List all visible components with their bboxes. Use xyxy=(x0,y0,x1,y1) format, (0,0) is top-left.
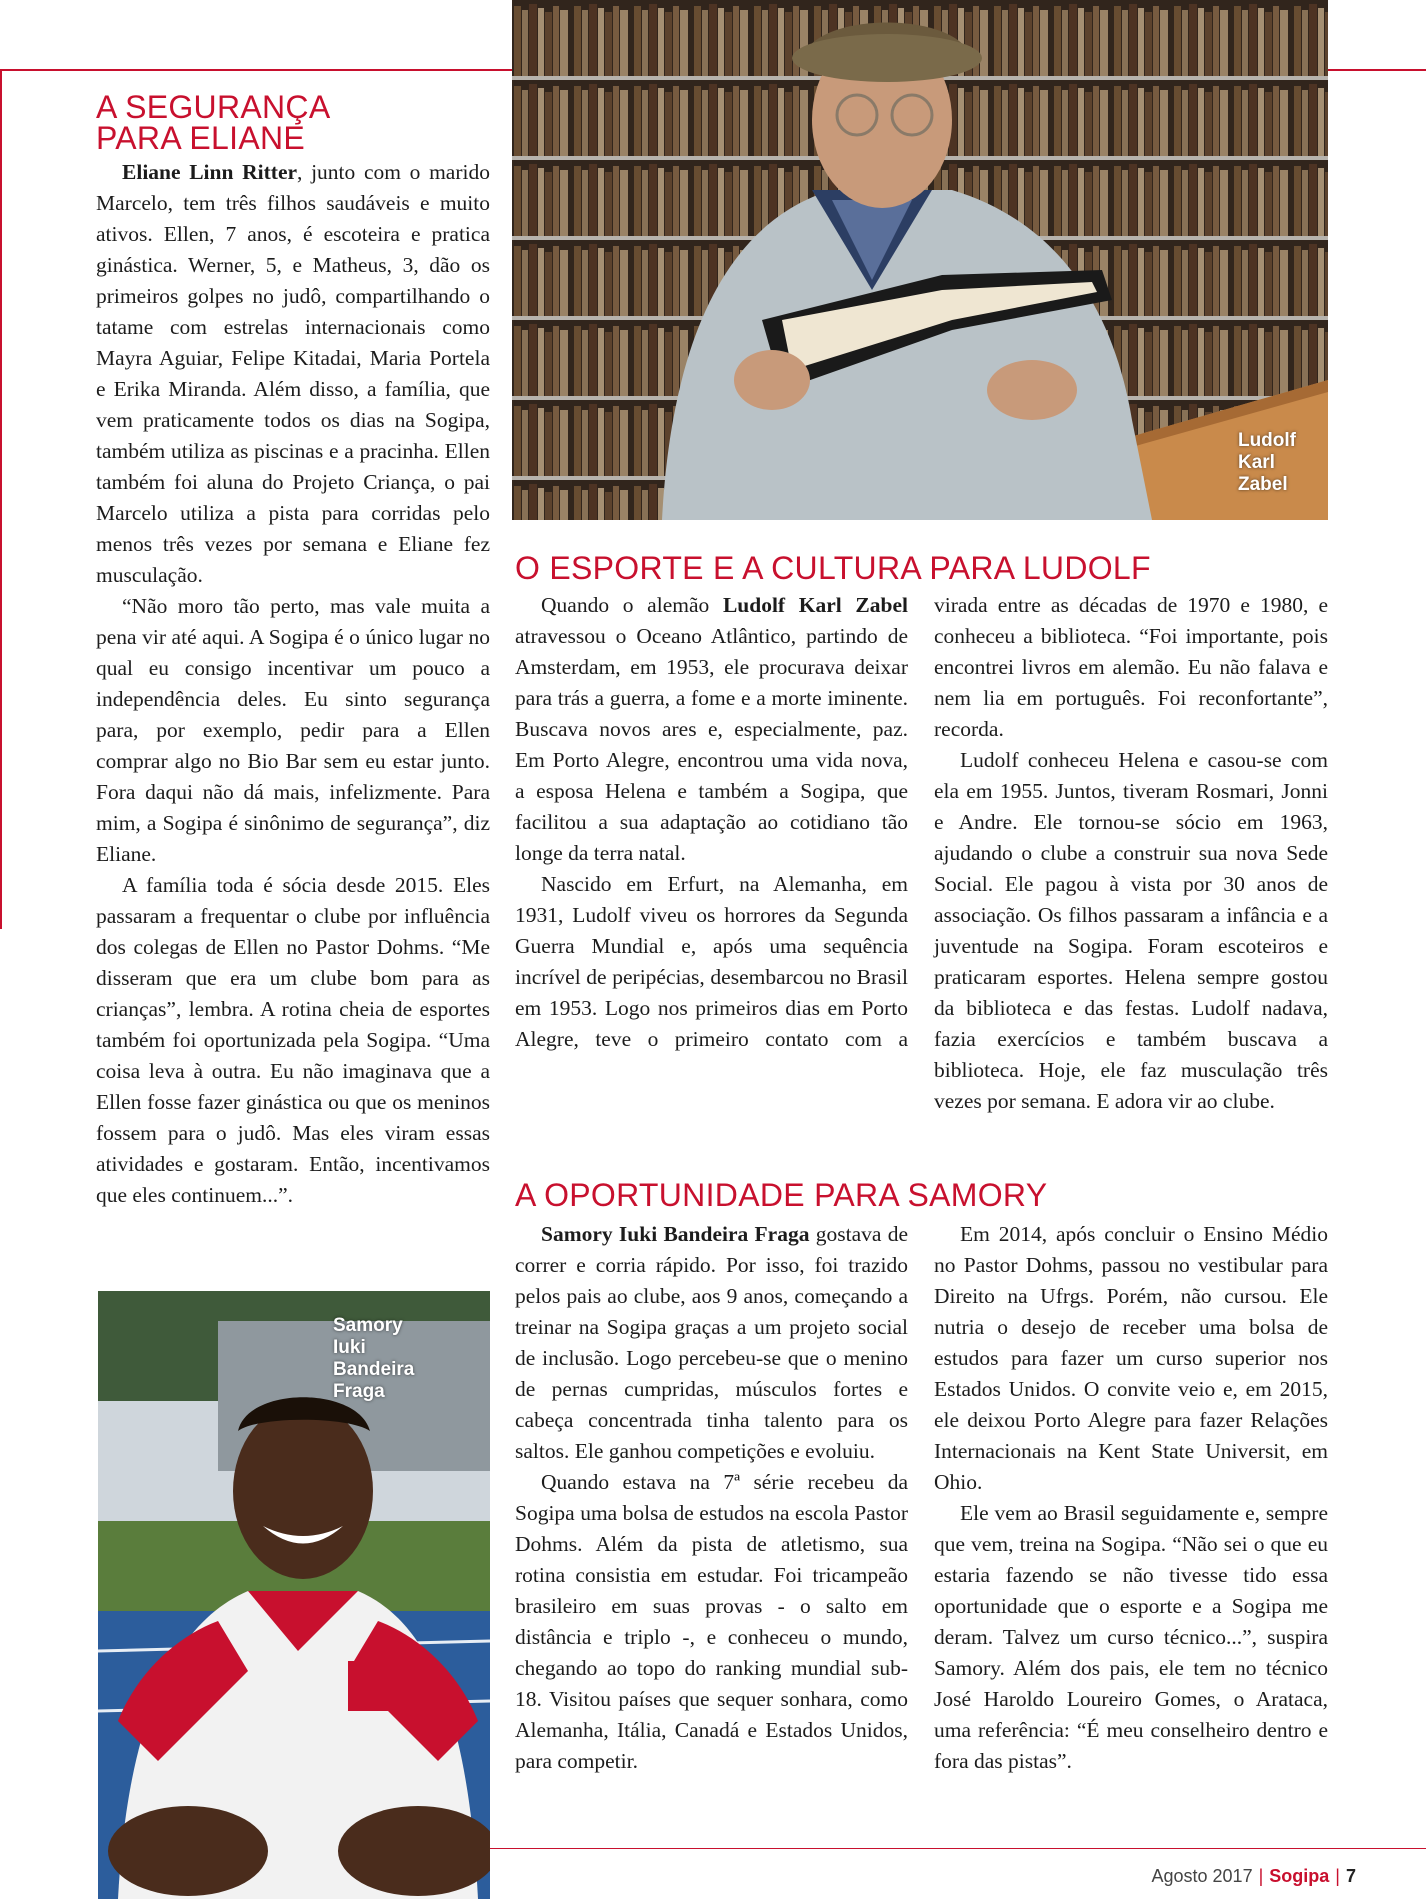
heading-line: PARA ELIANE xyxy=(96,120,306,156)
samory-heading: A OPORTUNIDADE PARA SAMORY xyxy=(515,1177,1048,1213)
left-edge-rule xyxy=(0,69,2,929)
samory-caption xyxy=(333,1315,414,1403)
footer-separator: | xyxy=(1258,1866,1264,1886)
page-number: 7 xyxy=(1345,1866,1356,1886)
ludolf-paragraph-2-continued: virada entre as décadas de 1970 e 1980, e conheceu a biblioteca. “Foi importante, pois encontrei livros em alemão. Eu não falava e nem lia em português. Foi reconfortante”, recorda. xyxy=(934,593,1328,741)
caption-line: Fraga xyxy=(333,1381,385,1402)
ludolf-photo xyxy=(512,0,1328,520)
caption-line: Bandeira xyxy=(333,1359,415,1380)
samory-column-2 xyxy=(934,1219,1328,1777)
eliane-name: Eliane Linn Ritter xyxy=(122,160,298,184)
paragraph-text: gostava de correr e corria rápido. Por isso, foi trazido pelos pais ao clube, aos 9 anos, começando a treinar na Sogipa graças a um projeto social de inclusão. Logo percebeu-se que o menino de pernas cumpridas, músculos fortes e cabeça concentrada tinha talento para os saltos. Ele ganhou competições e evoluiu. xyxy=(515,1222,909,1463)
top-left-rule xyxy=(0,69,512,71)
eliane-paragraph-2: “Não moro tão perto, mas vale muita a pena vir até aqui. A Sogipa é o único lugar no qual eu consigo incentivar um pouco a independência deles. Eu sinto segurança para, por exemplo, pedir para a Ellen comprar algo no Bio Bar sem eu estar junto. Fora daqui não dá mais, infelizmente. Para mim, a Sogipa é sinônimo de segurança”, diz Eliane. xyxy=(96,594,490,866)
caption-line: Karl xyxy=(1237,452,1275,473)
eliane-paragraph-1 xyxy=(96,157,490,591)
samory-paragraph-1 xyxy=(515,1219,908,1467)
ludolf-name: Ludolf Karl Zabel xyxy=(722,593,908,617)
paragraph-text: Quando o alemão xyxy=(541,593,723,617)
footer-brand: Sogipa xyxy=(1269,1866,1330,1886)
caption-line: Iuki xyxy=(333,1337,366,1358)
ludolf-column-2 xyxy=(934,590,1328,1117)
ludolf-paragraph-2: Nascido em Erfurt, na Alemanha, em 1931, Ludolf viveu os horrores da Segunda Guerra Mundial e, após uma sequência incrível de peripécias, desembarcou no Brasil em 1953. Logo nos primeiros dias em Porto Alegre, teve o primeiro contato com a xyxy=(515,872,908,1051)
footer-date: Agosto 2017 xyxy=(1151,1866,1253,1886)
samory-column-1 xyxy=(515,1219,908,1777)
page-footer xyxy=(1152,1866,1357,1887)
track-illustration xyxy=(98,1291,490,1899)
caption-line: Zabel xyxy=(1237,474,1288,495)
eliane-paragraph-3: A família toda é sócia desde 2015. Eles passaram a frequentar o clube por influência dos colegas de Ellen no Pastor Dohms. “Me disseram que era um clube bom para as crianças”, lembra. A rotina cheia de esportes também foi oportunizada pela Sogipa. “Uma coisa leva à outra. Eu não imaginava que a Ellen fosse fazer ginástica ou que os meninos fossem para o judô. Mas eles viram essas atividades e gostaram. Então, incentivamos que eles continuem...”. xyxy=(96,873,490,1207)
ludolf-paragraph-1 xyxy=(515,590,908,869)
caption-line: Samory xyxy=(333,1315,403,1336)
top-right-rule xyxy=(1328,69,1426,71)
library-illustration xyxy=(512,0,1328,520)
samory-name: Samory Iuki Bandeira Fraga xyxy=(541,1222,810,1246)
eliane-heading xyxy=(96,89,331,156)
ludolf-heading: O ESPORTE E A CULTURA PARA LUDOLF xyxy=(515,550,1151,586)
ludolf-paragraph-3: Ludolf conheceu Helena e casou-se com ela em 1955. Juntos, tiveram Rosmari, Jonni e Andre. Ele tornou-se sócio em 1963, ajudando o clube a construir sua nova Sede Social. Ele pagou à vista por 30 anos de associação. Os filhos passaram a infância e a juventude na Sogipa. Foram escoteiros e praticaram esportes. Helena sempre gostou da biblioteca e das festas. Ludolf nadava, fazia exercícios e também buscava a biblioteca. Hoje, ele faz musculação três vezes por semana. E adora vir ao clube. xyxy=(934,748,1328,1113)
heading-line: A SEGURANÇA xyxy=(96,89,331,125)
samory-paragraph-2: Quando estava na 7ª série recebeu da Sogipa uma bolsa de estudos na escola Pastor Dohms. Além da pista de atletismo, sua rotina consistia em estudar. Foi tricampeão brasileiro em suas provas - o salto em distância e triplo -, e conheceu o mundo, chegando ao topo do ranking mundial sub-18. Visitou países que sequer sonhara, como Alemanha, Itália, Canadá e Estados Unidos, para competir. xyxy=(515,1470,908,1773)
caption-line: Ludolf xyxy=(1237,430,1296,451)
ludolf-caption xyxy=(1238,430,1296,496)
samory-photo xyxy=(98,1291,490,1899)
footer-separator: | xyxy=(1335,1866,1340,1886)
paragraph-text: , junto com o marido Marcelo, tem três filhos saudáveis e muito ativos. Ellen, 7 anos, é escoteira e pratica ginástica. Werner, 5, e Matheus, 3, dão os primeiros golpes no judô, compartilhando o tatame com estrelas internacionais como Mayra Aguiar, Felipe Kitadai, Maria Portela e Erika Miranda. Além disso, a família, que vem praticamente todos os dias na Sogipa, também utiliza as piscinas e a pracinha. Ellen também foi aluna do Projeto Criança, o pai Marcelo utiliza a pista para corridas pelo menos três vezes por semana e Eliane fez musculação. xyxy=(96,160,490,587)
ludolf-column-1 xyxy=(515,590,908,1055)
paragraph-text: atravessou o Oceano Atlântico, partindo de Amsterdam, em 1953, ele procurava deixar para trás a guerra, a fome e a morte iminente. Buscava novos ares e, especialmente, paz. Em Porto Alegre, encontrou uma vida nova, a esposa Helena e também a Sogipa, que facilitou a sua adaptação ao cotidiano tão longe da terra natal. xyxy=(515,624,908,865)
eliane-column xyxy=(96,157,490,1211)
samory-paragraph-3: Em 2014, após concluir o Ensino Médio no Pastor Dohms, passou no vestibular para Direito na Ufrgs. Porém, não cursou. Ele nutria o desejo de receber uma bolsa de estudos para fazer um curso superior nos Estados Unidos. O convite veio e, em 2015, ele deixou Porto Alegre para fazer Relações Internacionais na Kent State Universit, em Ohio. xyxy=(934,1222,1328,1494)
samory-paragraph-4: Ele vem ao Brasil seguidamente e, sempre que vem, treina na Sogipa. “Não sei o que eu estaria fazendo se não tivesse tido essa oportunidade que o esporte e a Sogipa me deram. Talvez um curso técnico...”, suspira Samory. Além dos pais, ele tem no técnico José Haroldo Loureiro Gomes, o Arataca, uma referência: “É meu conselheiro dentro e fora das pistas”. xyxy=(934,1501,1328,1773)
